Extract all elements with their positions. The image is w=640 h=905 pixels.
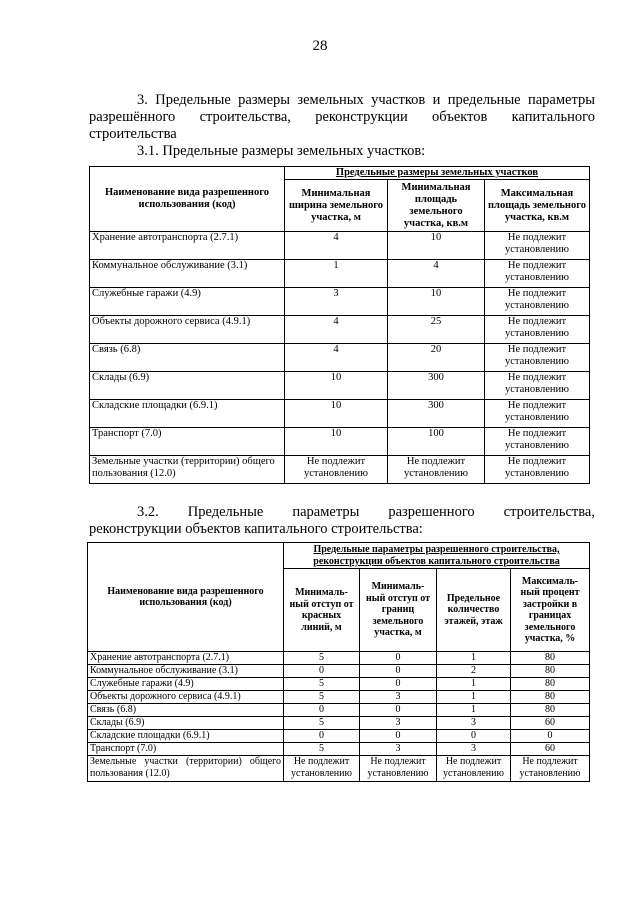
- row-max-floors: 0: [437, 730, 511, 743]
- row-min-width: 10: [285, 400, 388, 428]
- row-min-area: 10: [388, 232, 485, 260]
- table1-header-min-area: Минимальная площадь земельного участка, кв.м: [388, 180, 485, 232]
- row-max-area: Не подлежит установлению: [485, 400, 590, 428]
- section3-heading-line1: 3. Предельные размеры земельных участков и предельные параметры: [137, 92, 595, 108]
- table-row: [90, 260, 590, 288]
- row-red-line-setback: 0: [284, 665, 360, 678]
- row-name: Транспорт (7.0): [88, 743, 284, 756]
- row-red-line-setback: Не подлежит установлению: [284, 756, 360, 782]
- table1-header-max-area: Максимальная площадь земельного участка, кв.м: [485, 180, 590, 232]
- row-min-area: 25: [388, 316, 485, 344]
- row-boundary-setback: 3: [360, 691, 437, 704]
- table2-header-boundary-setback: Минималь-ный отступ от границ земельного участка, м: [360, 569, 437, 652]
- row-min-width: 10: [285, 428, 388, 456]
- row-max-area: Не подлежит установлению: [485, 456, 590, 484]
- table-row: [88, 678, 590, 691]
- row-red-line-setback: 0: [284, 704, 360, 717]
- row-max-coverage: 80: [511, 652, 590, 665]
- row-boundary-setback: 3: [360, 743, 437, 756]
- row-name: Склады (6.9): [88, 717, 284, 730]
- row-min-width: 3: [285, 288, 388, 316]
- table2-group-header: Предельные параметры разрешенного строительства, реконструкции объектов капитального строительства: [284, 543, 590, 569]
- section32-heading-line2: реконструкции объектов капитального строительства:: [89, 521, 423, 537]
- row-max-coverage: 60: [511, 743, 590, 756]
- row-max-coverage: 80: [511, 691, 590, 704]
- row-name: Хранение автотранспорта (2.7.1): [88, 652, 284, 665]
- table-row: [88, 743, 590, 756]
- row-max-floors: 1: [437, 652, 511, 665]
- table-row: [88, 665, 590, 678]
- row-min-area: 300: [388, 372, 485, 400]
- row-name: Служебные гаражи (4.9): [88, 678, 284, 691]
- table-row: [88, 704, 590, 717]
- table-row: [88, 652, 590, 665]
- row-max-floors: Не подлежит установлению: [437, 756, 511, 782]
- row-max-floors: 3: [437, 743, 511, 756]
- row-min-area: 20: [388, 344, 485, 372]
- row-name: Транспорт (7.0): [90, 428, 285, 456]
- row-name: Связь (6.8): [88, 704, 284, 717]
- table-row: [90, 400, 590, 428]
- row-name: Складские площадки (6.9.1): [90, 400, 285, 428]
- row-red-line-setback: 5: [284, 691, 360, 704]
- row-max-area: Не подлежит установлению: [485, 372, 590, 400]
- row-min-width: Не подлежит установлению: [285, 456, 388, 484]
- row-boundary-setback: 0: [360, 730, 437, 743]
- row-max-coverage: Не подлежит установлению: [511, 756, 590, 782]
- row-max-area: Не подлежит установлению: [485, 288, 590, 316]
- row-max-coverage: 80: [511, 704, 590, 717]
- table-row: [90, 344, 590, 372]
- section3-heading-line3: строительства: [89, 126, 177, 142]
- row-name: Земельные участки (территории) общего пользования (12.0): [90, 456, 285, 484]
- table-row: [88, 730, 590, 743]
- row-name: Земельные участки (территории) общего пользования (12.0): [88, 756, 284, 782]
- row-max-floors: 1: [437, 691, 511, 704]
- row-name: Служебные гаражи (4.9): [90, 288, 285, 316]
- row-min-width: 4: [285, 344, 388, 372]
- row-max-floors: 1: [437, 704, 511, 717]
- table2-header-max-coverage: Максималь-ный процент застройки в границах земельного участка, %: [511, 569, 590, 652]
- table-row: [88, 717, 590, 730]
- table-row: [90, 232, 590, 260]
- table-row: [90, 316, 590, 344]
- table1-header-min-width: Минимальная ширина земельного участка, м: [285, 180, 388, 232]
- row-name: Объекты дорожного сервиса (4.9.1): [90, 316, 285, 344]
- land-plot-sizes-table: [89, 166, 590, 484]
- row-name: Склады (6.9): [90, 372, 285, 400]
- row-max-coverage: 0: [511, 730, 590, 743]
- row-min-area: 100: [388, 428, 485, 456]
- row-max-floors: 1: [437, 678, 511, 691]
- construction-parameters-table: [87, 542, 590, 782]
- table1-group-header: Предельные размеры земельных участков: [285, 167, 590, 180]
- row-max-area: Не подлежит установлению: [485, 428, 590, 456]
- row-red-line-setback: 5: [284, 678, 360, 691]
- table-row: [90, 456, 590, 484]
- row-boundary-setback: 0: [360, 652, 437, 665]
- row-red-line-setback: 5: [284, 717, 360, 730]
- row-boundary-setback: 3: [360, 717, 437, 730]
- section32-heading-line1: 3.2. Предельные параметры разрешенного строительства,: [137, 504, 595, 520]
- row-max-coverage: 80: [511, 678, 590, 691]
- table2-name-header: Наименование вида разрешенного использования (код): [88, 543, 284, 652]
- row-red-line-setback: 5: [284, 743, 360, 756]
- row-min-width: 10: [285, 372, 388, 400]
- row-red-line-setback: 5: [284, 652, 360, 665]
- row-name: Объекты дорожного сервиса (4.9.1): [88, 691, 284, 704]
- table-row: [90, 428, 590, 456]
- table-row: [90, 288, 590, 316]
- row-max-floors: 3: [437, 717, 511, 730]
- row-name: Коммунальное обслуживание (3.1): [88, 665, 284, 678]
- row-boundary-setback: Не подлежит установлению: [360, 756, 437, 782]
- row-max-coverage: 80: [511, 665, 590, 678]
- row-max-area: Не подлежит установлению: [485, 232, 590, 260]
- row-min-width: 1: [285, 260, 388, 288]
- table-row: [90, 372, 590, 400]
- row-min-area: 10: [388, 288, 485, 316]
- row-max-area: Не подлежит установлению: [485, 316, 590, 344]
- row-min-width: 4: [285, 316, 388, 344]
- row-boundary-setback: 0: [360, 665, 437, 678]
- row-name: Складские площадки (6.9.1): [88, 730, 284, 743]
- row-name: Связь (6.8): [90, 344, 285, 372]
- row-boundary-setback: 0: [360, 678, 437, 691]
- section31-heading: 3.1. Предельные размеры земельных участков:: [137, 143, 426, 159]
- row-min-area: 300: [388, 400, 485, 428]
- row-name: Хранение автотранспорта (2.7.1): [90, 232, 285, 260]
- row-min-area: Не подлежит установлению: [388, 456, 485, 484]
- table-row: [88, 691, 590, 704]
- row-min-area: 4: [388, 260, 485, 288]
- row-name: Коммунальное обслуживание (3.1): [90, 260, 285, 288]
- row-max-area: Не подлежит установлению: [485, 260, 590, 288]
- row-max-area: Не подлежит установлению: [485, 344, 590, 372]
- table-row: [88, 756, 590, 782]
- row-max-floors: 2: [437, 665, 511, 678]
- row-min-width: 4: [285, 232, 388, 260]
- row-red-line-setback: 0: [284, 730, 360, 743]
- table2-header-max-floors: Предельное количество этажей, этаж: [437, 569, 511, 652]
- table2-header-red-line-setback: Минималь-ный отступ от красных линий, м: [284, 569, 360, 652]
- table1-name-header: Наименование вида разрешенного использования (код): [90, 167, 285, 232]
- section3-heading-line2: разрешённого строительства, реконструкции объектов капитального: [89, 109, 595, 125]
- page-number: 28: [312, 38, 328, 54]
- row-boundary-setback: 0: [360, 704, 437, 717]
- row-max-coverage: 60: [511, 717, 590, 730]
